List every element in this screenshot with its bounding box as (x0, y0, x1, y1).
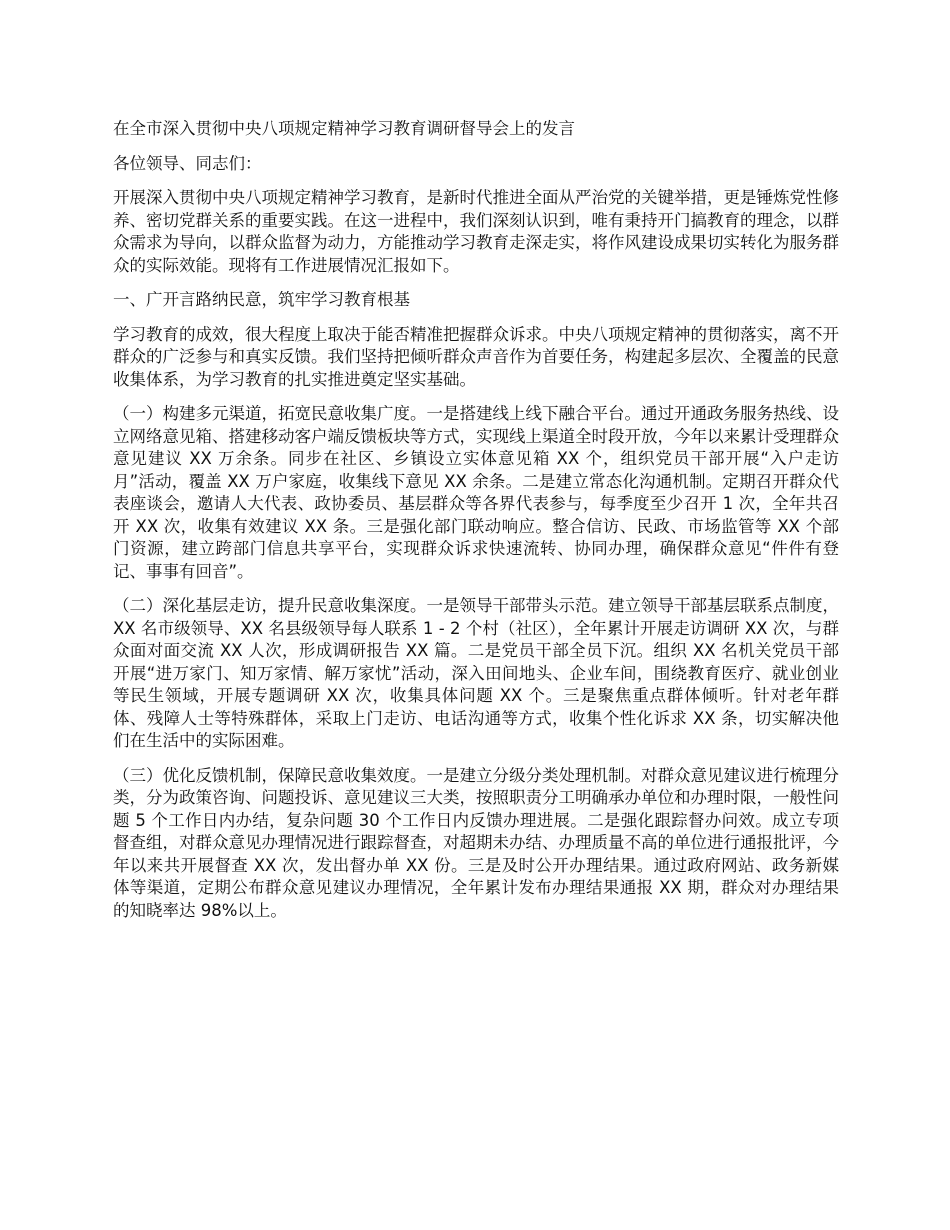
document-page (113, 118, 839, 934)
section-lead-paragraph: 学习教育的成效，很大程度上取决于能否精准把握群众诉求。中央八项规定精神的贯彻落实，离不开群众的广泛参与和真实反馈。我们坚持把倾听群众声音作为首要任务，构建起多层次、全覆盖的民意收集体系，为学习教育的扎实推进奠定坚实基础。 (113, 324, 839, 389)
subsection-paragraph-1: （一）构建多元渠道，拓宽民意收集广度。一是搭建线上线下融合平台。通过开通政务服务热线、设立网络意见箱、搭建移动客户端反馈板块等方式，实现线上渠道全时段开放，今年以来累计受理群众意见建议 XX 万余条。同步在社区、乡镇设立实体意见箱 XX 个，组织党员干部开展“入户走访月”活动，覆盖 XX 万户家庭，收集线下意见 XX 余条。二是建立常态化沟通机制。定期召开群众代表座谈会，邀请人大代表、政协委员、基层群众等各界代表参与，每季度至少召开 1 次，全年共召开 XX 次，收集有效建议 XX 条。三是强化部门联动响应。整合信访、民政、市场监管等 XX 个部门资源，建立跨部门信息共享平台，实现群众诉求快速流转、协同办理，确保群众意见“件件有登记、事事有回音”。 (113, 404, 839, 581)
salutation: 各位领导、同志们： (113, 153, 262, 173)
subsection-paragraph-3: （三）优化反馈机制，保障民意收集效度。一是建立分级分类处理机制。对群众意见建议进行梳理分类，分为政策咨询、问题投诉、意见建议三大类，按照职责分工明确承办单位和办理时限，一般性问题 5 个工作日内办结，复杂问题 30 个工作日内反馈办理进展。二是强化跟踪督办问效。成立专项督查组，对群众意见办理情况进行跟踪督查，对超期未办结、办理质量不高的单位进行通报批评，今年以来共开展督查 XX 次，发出督办单 XX 份。三是及时公开办理结果。通过政府网站、政务新媒体等渠道，定期公布群众意见建议办理情况，全年累计发布办理结果通报 XX 期，群众对办理结果的知晓率达 98%以上。 (113, 765, 839, 920)
subsection-paragraph-2: （二）深化基层走访，提升民意收集深度。一是领导干部带头示范。建立领导干部基层联系点制度，XX 名市级领导、XX 名县级领导每人联系 1 - 2 个村（社区），全年累计开展走访调研 XX 次，与群众面对面交流 XX 人次，形成调研报告 XX 篇。二是党员干部全员下沉。组织 XX 名机关党员干部开展“进万家门、知万家情、解万家忧”活动，深入田间地头、企业车间，围绕教育医疗、就业创业等民生领域，开展专题调研 XX 次，收集具体问题 XX 个。三是聚焦重点群体倾听。针对老年群体、残障人士等特殊群体，采取上门走访、电话沟通等方式，收集个性化诉求 XX 条，切实解决他们在生活中的实际困难。 (113, 596, 839, 750)
intro-paragraph: 开展深入贯彻中央八项规定精神学习教育，是新时代推进全面从严治党的关键举措，更是锤炼党性修养、密切党群关系的重要实践。在这一进程中，我们深刻认识到，唯有秉持开门搞教育的理念，以群众需求为导向，以群众监督为动力，方能推动学习教育走深走实，将作风建设成果切实转化为服务群众的实际效能。现将有工作进展情况汇报如下。 (113, 188, 839, 275)
section-heading-1: 一、广开言路纳民意，筑牢学习教育根基 (113, 290, 410, 309)
document-title: 在全市深入贯彻中央八项规定精神学习教育调研督导会上的发言 (113, 119, 575, 138)
